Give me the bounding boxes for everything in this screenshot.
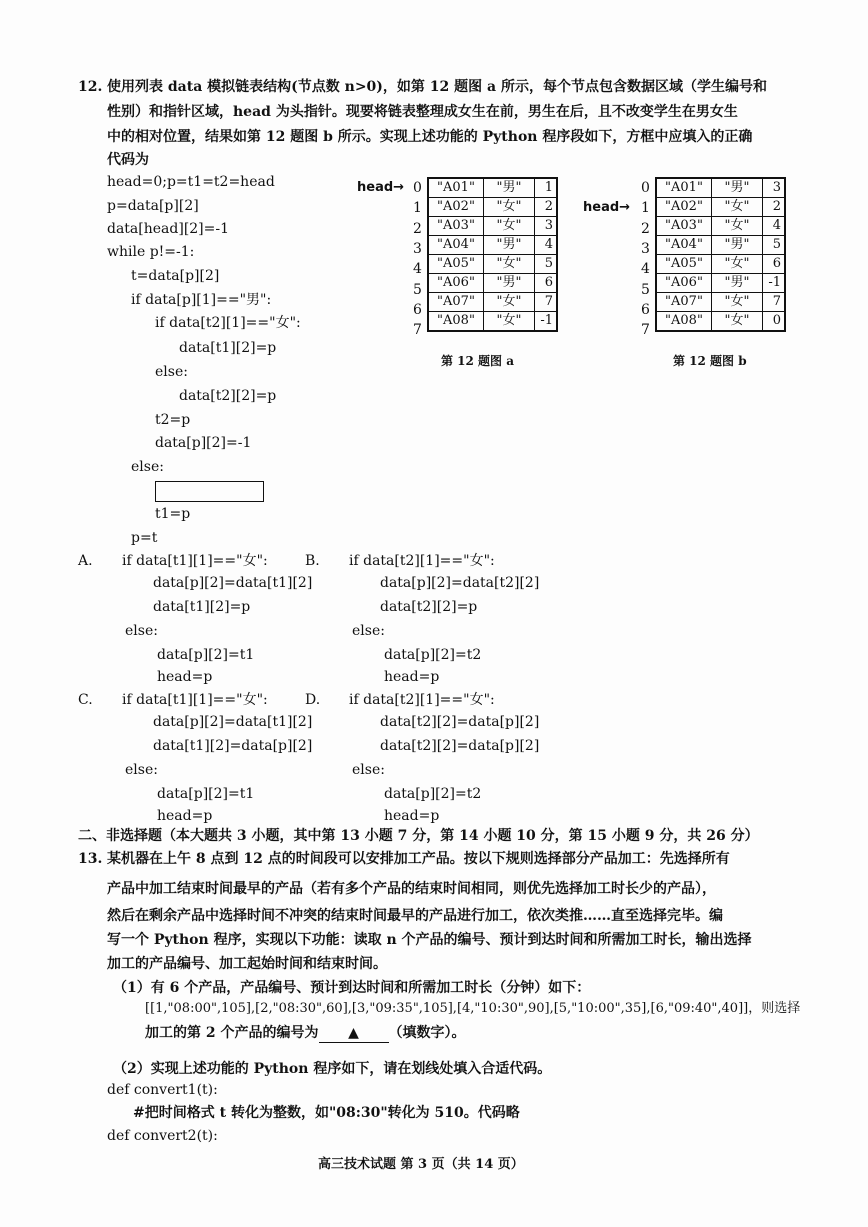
gender-cell: "女" [712,293,763,312]
question-stem: 产品中加工结束时间最早的产品（若有多个产品的结束时间相同，则优先选择加工时长少的产品）， [107,881,716,897]
code-line: t2=p [155,412,191,428]
code-line: data[head][2]=-1 [107,221,230,237]
gender-cell: "男" [712,274,763,293]
code-line: data[p][2]=-1 [155,435,252,451]
pointer-cell: 0 [763,312,786,332]
node-index: 5 [413,281,422,298]
option-c-code-line: head=p [157,808,213,824]
code-line: def convert2(t): [107,1128,218,1144]
student-id-cell: "A07" [428,293,484,312]
pointer-cell: -1 [763,274,786,293]
page-footer: 高三技术试题 第 3 页（共 14 页） [318,1157,524,1172]
answer-box [155,481,264,502]
list-node-row [428,312,557,332]
option-a-code-line: if data[t1][1]=="女": [122,553,268,569]
student-id-cell: "A02" [428,198,484,217]
gender-cell: "男" [712,236,763,255]
list-node-row [656,236,785,255]
gender-cell: "男" [484,236,535,255]
pointer-cell: 3 [763,178,786,198]
option-d-code-line: data[t2][2]=data[p][2] [380,738,540,754]
list-node-row [656,274,785,293]
gender-cell: "男" [712,178,763,198]
list-node-row [428,198,557,217]
question-stem: 使用列表 data 模拟链表结构(节点数 n>0)，如第 12 题图 a 所示，每个节点包含数据区域（学生编号和 [107,79,767,95]
question-stem: 性别）和指针区域，head 为头指针。现要将链表整理成女生在前，男生在后，且不改变学生在男女生 [107,104,738,120]
code-line: p=data[p][2] [107,198,199,214]
student-id-cell: "A08" [428,312,484,332]
code-line: data[t1][2]=p [179,340,277,356]
student-id-cell: "A06" [656,274,712,293]
question-stem: 中的相对位置，结果如第 12 题图 b 所示。实现上述功能的 Python 程序段如下，方框中应填入的正确 [107,129,753,145]
list-node-row [428,255,557,274]
head-pointer-a: head→ [357,180,405,195]
gender-cell: "女" [484,217,535,236]
figure-caption-a: 第 12 题图 a [441,354,515,368]
question-stem: 代码为 [107,152,149,168]
section-heading: 二、非选择题（本大题共 3 小题，其中第 13 小题 7 分，第 14 小题 10 分，第 15 小题 9 分，共 26 分） [78,828,759,844]
student-id-cell: "A04" [656,236,712,255]
pointer-cell: 4 [535,236,558,255]
gender-cell: "女" [484,255,535,274]
pointer-cell: 7 [763,293,786,312]
student-id-cell: "A05" [656,255,712,274]
node-index: 2 [641,220,650,237]
option-d-code-line: if data[t2][1]=="女": [349,692,495,708]
option-d-code-line: data[p][2]=t2 [384,786,482,802]
code-line: while p!=-1: [107,244,195,260]
option-a-label: A. [78,553,93,569]
linked-list-table-b [655,177,786,332]
code-line: data[t2][2]=p [179,388,277,404]
list-node-row [656,312,785,332]
node-index: 4 [641,261,650,278]
option-b-code-line: head=p [384,669,440,685]
prompt-hint: （填数字）。 [388,1025,466,1041]
code-line: p=t [131,530,158,546]
node-index: 7 [641,322,650,339]
pointer-cell: 7 [535,293,558,312]
product-list: [[1,"08:00",105],[2,"08:30",60],[3,"09:35",105],[4,"10:30",90],[5,"10:00",35],[6,"09:40",40]]，则选择 [145,1001,801,1016]
option-a-code-line: else: [125,623,158,639]
list-node-row [428,217,557,236]
code-line: if data[t2][1]=="女": [155,315,301,331]
list-node-row [428,274,557,293]
subquestion-2: （2）实现上述功能的 Python 程序如下，请在划线处填入合适代码。 [113,1061,552,1077]
option-d-code-line: head=p [384,808,440,824]
gender-cell: "男" [484,178,535,198]
student-id-cell: "A02" [656,198,712,217]
code-line: def convert1(t): [107,1082,218,1098]
node-index: 3 [641,240,650,257]
subquestion-1-prompt [145,1024,466,1043]
option-b-code-line: data[t2][2]=p [380,599,478,615]
option-c-code-line: else: [125,762,158,778]
list-node-row [656,178,785,198]
option-c-code-line: data[p][2]=data[t1][2] [153,714,313,730]
linked-list-table-a [427,177,558,332]
code-line: if data[p][1]=="男": [131,292,272,308]
node-index: 0 [413,180,422,196]
prompt-text: 加工的第 2 个产品的编号为 [145,1025,319,1041]
list-node-row [656,198,785,217]
option-d-label: D. [305,692,321,708]
gender-cell: "女" [484,312,535,332]
pointer-cell: 5 [535,255,558,274]
code-line: head=0;p=t1=t2=head [107,174,275,190]
fill-blank[interactable]: ▲ [319,1024,389,1043]
list-node-row [428,236,557,255]
node-index: 6 [413,301,422,318]
node-index: 1 [641,200,650,217]
node-index: 3 [413,240,422,257]
question-stem: 写一个 Python 程序，实现以下功能：读取 n 个产品的编号、预计到达时间和所需加工时长，输出选择 [107,932,752,948]
question-stem: 加工的产品编号、加工起始时间和结束时间。 [107,956,387,972]
node-index: 2 [413,220,422,237]
list-node-row [656,293,785,312]
option-b-code-line: data[p][2]=t2 [384,647,482,663]
node-index: 6 [641,301,650,318]
question-number: 13. [78,851,103,867]
node-index: 4 [413,261,422,278]
student-id-cell: "A01" [428,178,484,198]
student-id-cell: "A03" [428,217,484,236]
gender-cell: "女" [712,312,763,332]
gender-cell: "女" [484,293,535,312]
option-c-label: C. [78,692,93,708]
option-c-code-line: data[p][2]=t1 [157,786,255,802]
code-line: else: [131,459,164,475]
option-a-code-line: data[t1][2]=p [153,599,251,615]
list-node-row [428,293,557,312]
pointer-cell: 4 [763,217,786,236]
node-index: 1 [413,200,422,217]
option-b-code-line: data[p][2]=data[t2][2] [380,575,540,591]
option-a-code-line: head=p [157,669,213,685]
list-node-row [428,178,557,198]
student-id-cell: "A06" [428,274,484,293]
pointer-cell: 3 [535,217,558,236]
gender-cell: "女" [712,217,763,236]
pointer-cell: 2 [763,198,786,217]
pointer-cell: 2 [535,198,558,217]
head-pointer-b: head→ [583,200,631,215]
student-id-cell: "A03" [656,217,712,236]
code-line: else: [155,364,188,380]
pointer-cell: 6 [763,255,786,274]
node-index: 5 [641,281,650,298]
option-a-code-line: data[p][2]=t1 [157,647,255,663]
student-id-cell: "A05" [428,255,484,274]
question-number: 12. [78,79,103,95]
node-index: 7 [413,322,422,339]
question-stem: 然后在剩余产品中选择时间不冲突的结束时间最早的产品进行加工，依次类推……直至选择完毕。编 [107,908,723,924]
gender-cell: "女" [712,198,763,217]
pointer-cell: -1 [535,312,558,332]
node-index: 0 [641,180,650,196]
student-id-cell: "A01" [656,178,712,198]
student-id-cell: "A07" [656,293,712,312]
option-d-code-line: else: [352,762,385,778]
code-comment: #把时间格式 t 转化为整数，如"08:30"转化为 510。代码略 [133,1105,520,1121]
option-b-label: B. [305,553,320,569]
option-a-code-line: data[p][2]=data[t1][2] [153,575,313,591]
student-id-cell: "A04" [428,236,484,255]
pointer-cell: 1 [535,178,558,198]
list-node-row [656,255,785,274]
subquestion-1: （1）有 6 个产品，产品编号、预计到达时间和所需加工时长（分钟）如下： [113,980,591,996]
student-id-cell: "A08" [656,312,712,332]
option-b-code-line: else: [352,623,385,639]
option-b-code-line: if data[t2][1]=="女": [349,553,495,569]
option-c-code-line: if data[t1][1]=="女": [122,692,268,708]
question-stem: 某机器在上午 8 点到 12 点的时间段可以安排加工产品。按以下规则选择部分产品加工：先选择所有 [107,851,730,867]
option-d-code-line: data[t2][2]=data[p][2] [380,714,540,730]
gender-cell: "女" [484,198,535,217]
gender-cell: "女" [712,255,763,274]
option-c-code-line: data[t1][2]=data[p][2] [153,738,313,754]
code-line: t=data[p][2] [131,268,220,284]
list-node-row [656,217,785,236]
figure-caption-b: 第 12 题图 b [673,354,747,368]
pointer-cell: 6 [535,274,558,293]
pointer-cell: 5 [763,236,786,255]
code-line: t1=p [155,506,191,522]
gender-cell: "男" [484,274,535,293]
